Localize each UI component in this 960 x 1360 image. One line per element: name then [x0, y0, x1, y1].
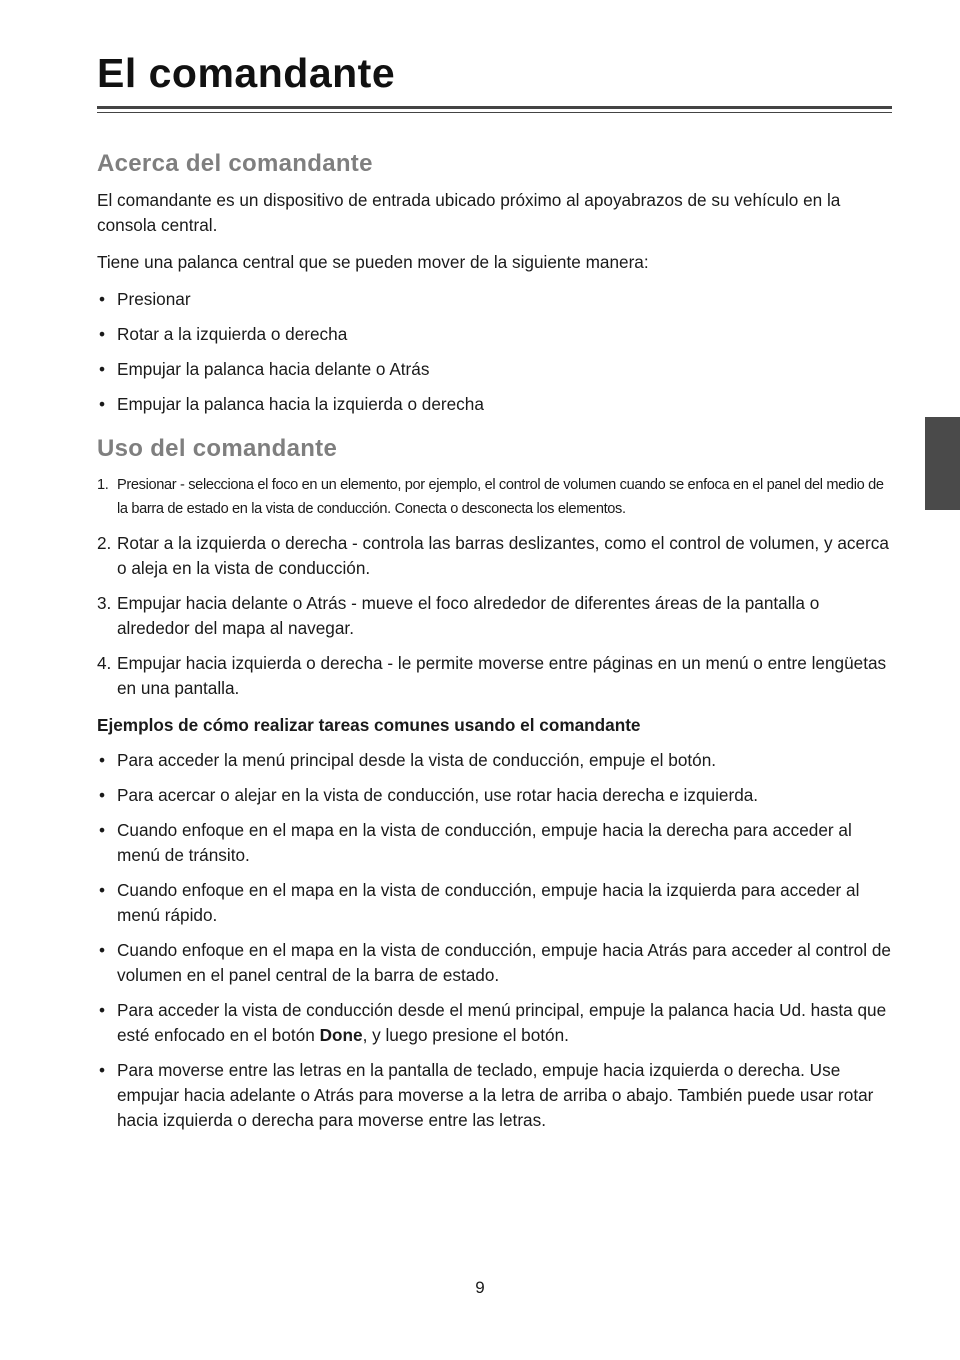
movement-list [97, 287, 893, 417]
examples-list [97, 748, 893, 1133]
step-item [97, 651, 893, 701]
section-heading-acerca: Acerca del comandante [97, 150, 373, 177]
step-number: 4. [97, 653, 112, 673]
example-text: , y luego presione el botón. [362, 1025, 569, 1045]
title-rule-thick [97, 106, 892, 109]
step-item [97, 531, 893, 581]
page-number: 9 [475, 1278, 485, 1297]
page-title: El comandante [97, 50, 396, 96]
list-item: • Empujar la palanca hacia delante o Atrás [97, 357, 893, 382]
example-text: Para acceder la vista de conducción desde el menú principal, empuje la palanca hacia Ud. hasta que esté enfocado en el botón [117, 1000, 887, 1045]
examples-heading: Ejemplos de cómo realizar tareas comunes usando el comandante [97, 715, 641, 735]
step-number: 3. [97, 593, 112, 613]
list-item: • Para acercar o alejar en la vista de conducción, use rotar hacia derecha e izquierda. [97, 783, 893, 808]
step-number: 2. [97, 533, 112, 553]
step-item [97, 591, 893, 641]
chapter-side-tab [925, 417, 960, 510]
section-acerca [97, 150, 893, 417]
steps-list [97, 473, 893, 701]
list-item: • Empujar la palanca hacia la izquierda o derecha [97, 392, 893, 417]
list-item: • Presionar [97, 287, 893, 312]
list-item: • Cuando enfoque en el mapa en la vista de conducción, empuje hacia Atrás para acceder al control de volumen en el panel central de la barra de estado. [97, 938, 893, 988]
paragraph: El comandante es un dispositivo de entrada ubicado próximo al apoyabrazos de su vehículo en la consola central. [97, 190, 841, 235]
step-text: Empujar hacia delante o Atrás - mueve el foco alrededor de diferentes áreas de la pantalla o alrededor del mapa al navegar. [117, 593, 820, 638]
step-text: Empujar hacia izquierda o derecha - le permite moverse entre páginas en un menú o entre lengüetas en una pantalla. [117, 653, 887, 698]
list-item: • Para acceder la menú principal desde la vista de conducción, empuje el botón. [97, 748, 893, 773]
page-content [97, 150, 893, 1143]
section-uso [97, 435, 893, 1133]
title-rule-thin [97, 112, 892, 113]
step-number: 1. [97, 477, 109, 493]
list-item: • Rotar a la izquierda o derecha [97, 322, 893, 347]
step-text: Rotar a la izquierda o derecha - controla las barras deslizantes, como el control de volumen, y acerca o aleja en la vista de conducción. [117, 533, 889, 578]
list-item [97, 998, 893, 1048]
section-heading-uso: Uso del comandante [97, 435, 338, 462]
done-button-label: Done [319, 1025, 363, 1045]
paragraph: Tiene una palanca central que se pueden mover de la siguiente manera: [97, 252, 649, 272]
step-item [97, 473, 893, 521]
list-item: • Cuando enfoque en el mapa en la vista de conducción, empuje hacia la derecha para acceder al menú de tránsito. [97, 818, 893, 868]
list-item: • Cuando enfoque en el mapa en la vista de conducción, empuje hacia la izquierda para acceder al menú rápido. [97, 878, 893, 928]
list-item: • Para moverse entre las letras en la pantalla de teclado, empuje hacia izquierda o derecha. Use empujar hacia adelante o Atrás para moverse a la letra de arriba o abajo. También puede usar rotar hacia izquierda o derecha para moverse entre las letras. [97, 1058, 893, 1133]
step-text: Presionar - selecciona el foco en un elemento, por ejemplo, el control de volumen cuando se enfoca en el panel del medio de la barra de estado en la vista de conducción. Conecta o desconecta los elementos. [117, 477, 884, 517]
